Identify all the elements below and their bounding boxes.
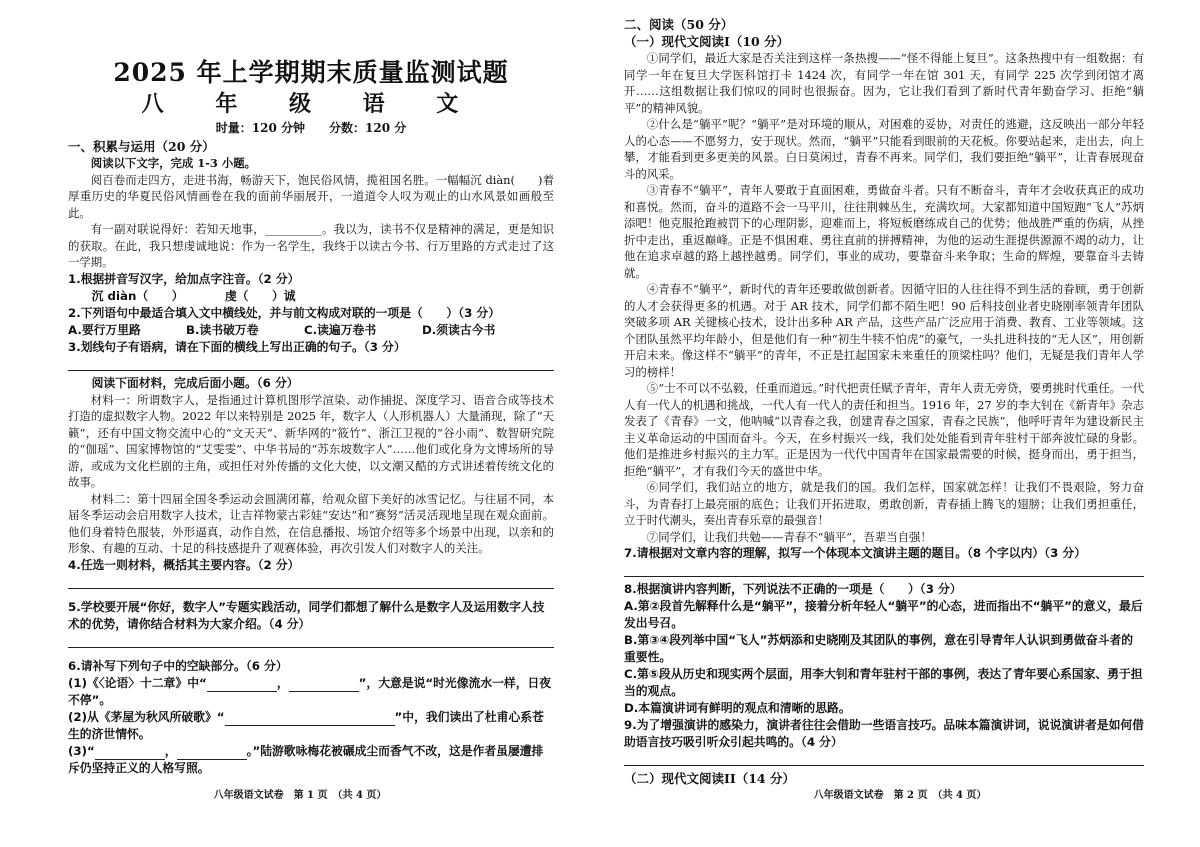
speech-paragraph: ④青春不“躺平”，新时代的青年还要敢做创新者。因循守旧的人往往得不到生活的眷顾，勇于创新的人才会获得更多的机遇。对于 AR 技术，同学们都不陌生吧！90 后科技创业者史晓刚率领青年团队突破多项 AR 关键核心技术，设计出多种 AR 产品，这些产品广泛应用于消费、教育、工业等领域。这个团队虽然平均年龄小，但是他们有一种“初生牛犊不怕虎”的豪气，一头扎进科技的“无人区”，用创新开启未来。像这样不“躺平”的青年，不正是扛起国家未来重任的顶梁柱吗？他们，无疑是我们青年人学习的榜样！ <box>624 282 1144 379</box>
question-8-option-d: D.本篇演讲词有鲜明的观点和清晰的思路。 <box>624 701 851 715</box>
question-8-option-a: A.第②段首先解释什么是“躺平”，接着分析年轻人“躺平”的心态，进而指出不“躺平”的意义，最后发出号召。 <box>624 599 1143 630</box>
speech-paragraph: ③青春不“躺平”，青年人要敢于直面困难，勇做奋斗者。只有不断奋斗，青年才会收获真正的成功和喜悦。然而，奋斗的道路不会一马平川，往往荆棘丛生，充满坎坷。大家都知道中国短跑“飞人”苏炳添吧！他克服抢跑被罚下的心理阴影，迎难而上，将短板磨练成自己的优势；他战胜严重的伤病，从挫折中走出，重返巅峰。正是不惧困难、勇往直前的拼搏精神，为他的运动生涯提供源源不竭的动力，让他在追求卓越的路上越挫越勇。同学们，事业的成功，要靠奋斗来争取；生命的辉煌，要靠奋斗去铸就。 <box>624 183 1144 280</box>
question-2-options <box>68 322 554 339</box>
answer-line[interactable] <box>68 356 554 371</box>
exam-title: 2025 年上学期期末质量监测试题 <box>113 58 509 87</box>
question-1: 1.根据拼音写汉字，给加点字注音。（2 分） <box>68 271 300 286</box>
option-d: D.须读古今书 <box>422 322 496 337</box>
reading-instruction: 阅读以下文字，完成 1-3 小题。 <box>90 156 256 170</box>
question-6: 6.请补写下列句子中的空缺部分。（6 分） <box>68 658 288 673</box>
exam-page-2 <box>600 0 1200 847</box>
page-footer: 八年级语文试卷 第 1 页 （共 4 页） <box>213 790 387 801</box>
fill-blank[interactable] <box>207 679 277 692</box>
page-footer: 八年级语文试卷 第 2 页 （共 4 页） <box>813 790 987 801</box>
fill-blank[interactable] <box>225 713 395 726</box>
option-b: B.读书破万卷 <box>186 322 259 337</box>
fill-blank[interactable] <box>177 747 247 760</box>
passage-paragraph: 阅百卷而走四方，走进书海，畅游天下，饱民俗风情，揽祖国名胜。一幅幅沉 diàn( )着厚重历史的华夏民俗风情画卷在我的面前华丽展开，一道道令人叹为观止的山水风景如画般至此。 <box>68 172 554 220</box>
material-2: 材料二：第十四届全国冬季运动会圆满闭幕，给观众留下美好的冰雪记忆。与往届不同，本届冬季运动会启用数字人技术，让吉祥物蒙古彩娃“安达”和“赛努”活灵活现地呈现在观众面前。他们身着特色服装，外形逼真，动作自然，在信息播报、场馆介绍等多个场景中出现，以亲和的形象、有趣的互动、十足的科技感提升了观赛体验，再次引发人们对数字人的关注。 <box>68 491 554 555</box>
option-a: A.要行万里路 <box>68 322 141 337</box>
reading-instruction: 阅读下面材料，完成后面小题。（6 分） <box>91 375 299 390</box>
speech-paragraph: ②什么是“躺平”呢？“躺平”是对环境的顺从，对困难的妥协，对责任的逃避，这反映出一部分年轻人的心态——不愿努力，安于现状。然而，“躺平”只能看到眼前的天花板。你要站起来，走出去，向上攀，才能看到更多更美的风景。白日莫闲过，青春不再来。同学们，我们要拒绝“躺平”，让青春展现奋斗的风采。 <box>624 117 1144 181</box>
option-c: C.读遍万卷书 <box>304 322 377 337</box>
question-3: 3.划线句子有语病，请在下面的横线上写出正确的句子。（3 分） <box>68 339 406 354</box>
exam-meta: 时量：120 分钟 分数：120 分 <box>215 121 407 135</box>
speech-paragraph: ⑤“士不可以不弘毅，任重而道远。”时代把责任赋予青年，青年人责无旁贷，要勇挑时代重任。一代人有一代人的机遇和挑战，一代人有一代人的责任和担当。1916 年，27 岁的李大钊在《新青年》杂志发表了《青春》一文，他呐喊“以青春之我，创建青春之国家，青春之民族”，他呼吁青年为建设新民主主义革命运动的中国而奋斗。今天，在乡村振兴一线，我们处处能看到青年驻村干部奔波忙碌的身影。他们是推进乡村振兴的主力军。正是因为一代代中国青年在国家最需要的时候，挺身而出，勇于担当，拒绝“躺平”，才有我们今天的盛世中华。 <box>624 381 1144 478</box>
question-1-blanks: 沉 diàn（ ） 虔（ ）诚 <box>91 288 296 303</box>
question-5: 5.学校要开展“你好，数字人”专题实践活动，同学们都想了解什么是数字人及运用数字人技术的优势，请你结合材料为大家介绍。（4 分） <box>68 599 545 631</box>
question-8-option-c: C.第⑤段从历史和现实两个层面，用李大钊和青年驻村干部的事例，表达了青年要心系国家、勇于担当的观点。 <box>624 667 1143 698</box>
fill-blank[interactable] <box>95 747 165 760</box>
speech-paragraph: ⑥同学们，我们站立的地方，就是我们的国。我们怎样，国家就怎样！让我们不畏艰险，努力奋斗，为青春打上最亮丽的底色；让我们开拓进取，勇敢创新，青春插上腾飞的翅膀；让我们勇担重任，立于时代潮头，奏出青春乐章的最强音！ <box>624 480 1144 527</box>
answer-line[interactable] <box>624 751 1144 766</box>
answer-line[interactable] <box>68 633 554 648</box>
material-1: 材料一：所谓数字人，是指通过计算机图形学渲染、动作捕捉、深度学习、语音合成等技术打造的虚拟数字人物。2022 年以来特别是 2025 年，数字人（人形机器人）大量涌现，除了“天籁”，还有中国文物交流中心的“文天天”、新华网的“筱竹”、浙江卫视的“谷小雨”、数智研究院的“伽瑶”、国家博物馆的“艾雯雯”、中华书局的“苏东坡数字人”……他们或化身为文博场所的导游，或成为文化栏剧的主角，或担任对外传播的文化大使，以文潮又酷的方式讲述着传统文化的故事。 <box>68 392 554 489</box>
question-4: 4.任选一则材料，概括其主要内容。（2 分） <box>68 557 300 572</box>
question-8-option-b: B.第③④段列举中国“飞人”苏炳添和史晓刚及其团队的事例，意在引导青年人认识到勇做奋斗者的重要性。 <box>624 633 1134 664</box>
question-8: 8.根据演讲内容判断，下列说法不正确的一项是（ ）（3 分） <box>624 582 962 596</box>
answer-line[interactable] <box>624 562 1144 577</box>
question-6-2: (2)从《茅屋为秋风所破歌》“ ”中，我们读出了杜甫心系苍生的济世情怀。 <box>68 709 544 741</box>
question-7: 7.请根据对文章内容的理解，拟写一个体现本文演讲主题的题目。（8 个字以内）（3 分） <box>624 546 1087 560</box>
question-6-3: (3)“ ， 。”陆游歌咏梅花被碾成尘而香气不改，这是作者虽屡遭排斥仍坚持正义的人格写照。 <box>68 743 544 775</box>
question-9: 9.为了增强演讲的感染力，演讲者往往会借助一些语言技巧。品味本篇演讲词，说说演讲者是如何借助语言技巧吸引听众引起共鸣的。（4 分） <box>624 718 1144 749</box>
question-2: 2.下列语句中最适合填入文中横线处，并与前文构成对联的一项是（ ）（3 分） <box>68 305 500 320</box>
subsection-heading: （一）现代文阅读I（10 分） <box>624 34 790 49</box>
section-heading: 二、阅读（50 分） <box>624 17 734 32</box>
exam-subtitle: 八 年 级 语 文 <box>141 91 481 117</box>
question-6-1: (1)《〈论语〉十二章》中“ ， ”，大意是说“时光像流水一样，日夜不停”。 <box>68 675 552 707</box>
speech-paragraph: ①同学们，最近大家是否关注到这样一条热搜——“怪不得能上复旦”。这条热搜中有一组数据：有同学一年在复旦大学医科馆打卡 1424 次，有同学一年在馆 301 天，有同学 225 次学到闭馆才离开……这组数据让我们惊叹的同时也很振奋。因为，它让我们看到了新时代青年勤奋学习、拒绝“躺平”的精神风貌。 <box>624 51 1144 115</box>
passage-paragraph: 有一副对联说得好：若知天地事，__________。我以为，读书不仅是精神的满足，更是知识的获取。在此，我只想虔诚地说：作为一名学生，我终于以读古今书、行万里路的方式走过了这一学期。 <box>68 222 554 269</box>
subsection-heading: （二）现代文阅读II（14 分） <box>624 771 795 786</box>
fill-blank[interactable] <box>289 679 359 692</box>
section-heading: 一、积累与运用（20 分） <box>68 139 215 154</box>
speech-paragraph: ⑦同学们，让我们共勉——青春不“躺平”，吾辈当自强！ <box>646 529 932 544</box>
answer-line[interactable] <box>68 574 554 589</box>
